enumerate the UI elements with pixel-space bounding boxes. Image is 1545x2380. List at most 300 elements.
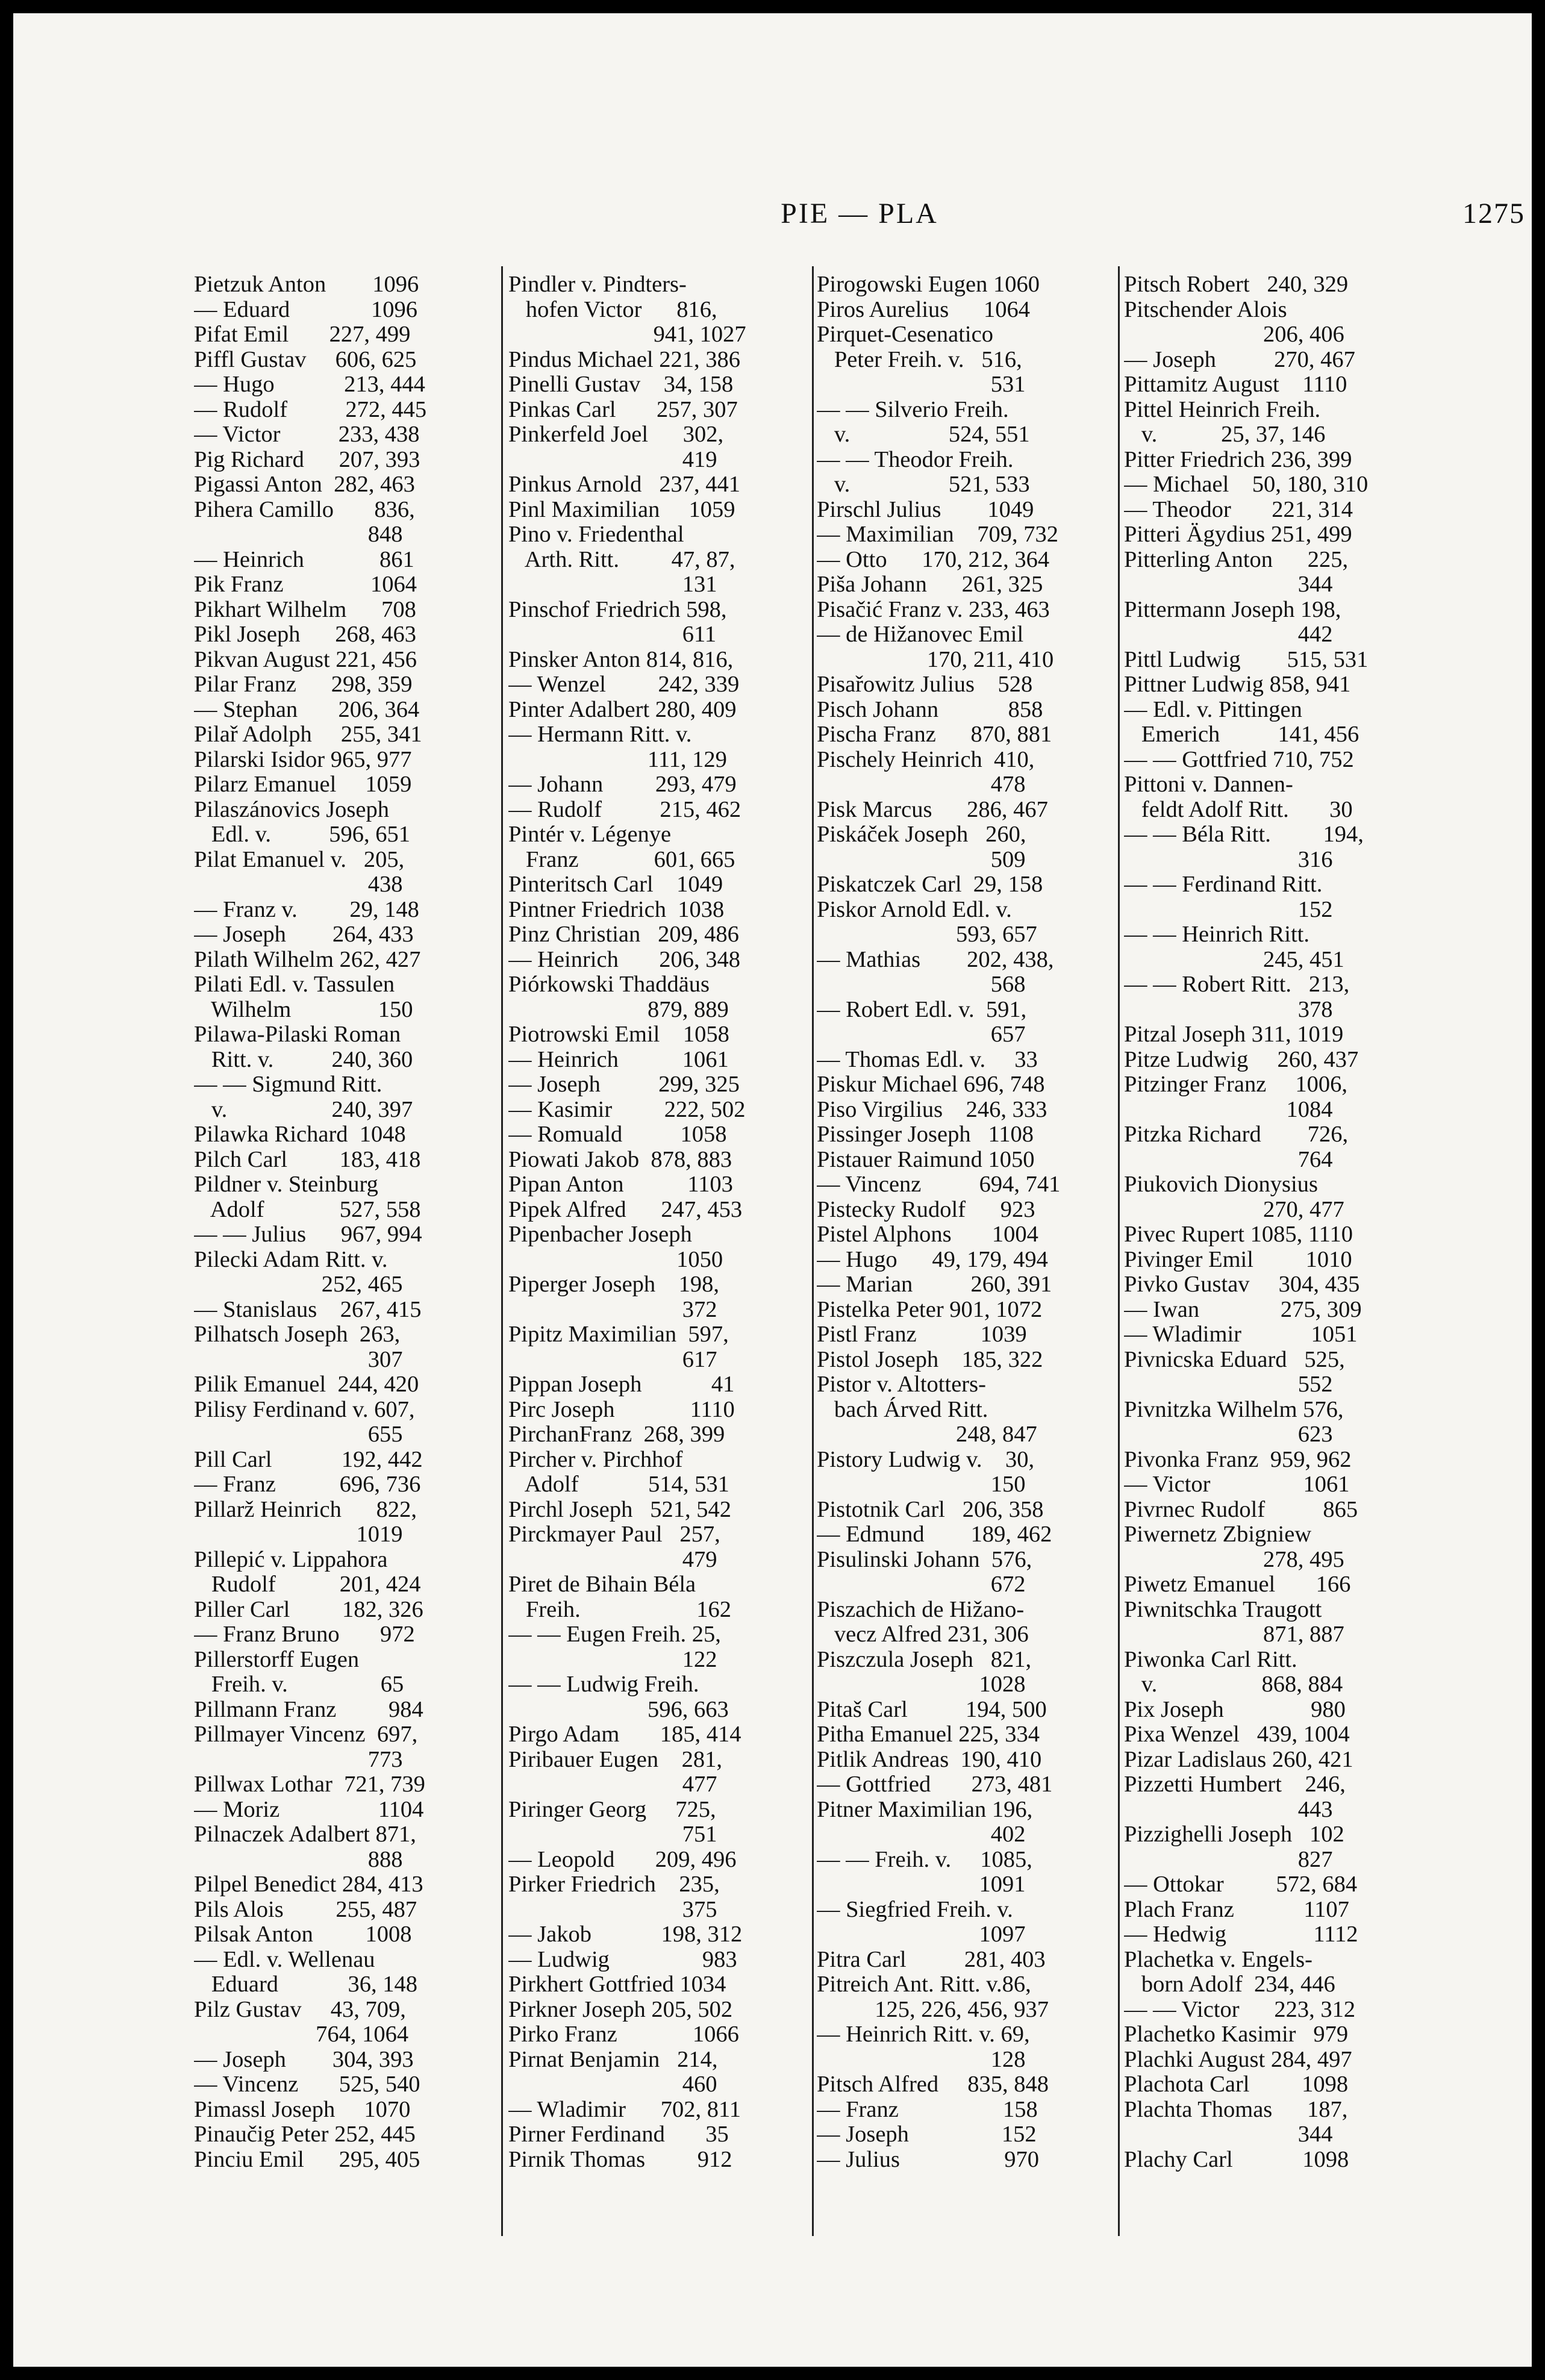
index-entry: Plachta Thomas 187, bbox=[1124, 2096, 1348, 2122]
index-entry: Pirkner Joseph 205, 502 bbox=[508, 1996, 733, 2022]
index-entry: — Iwan 275, 309 bbox=[1124, 1296, 1362, 1322]
index-entry: Pilawka Richard 1048 bbox=[194, 1122, 406, 1147]
index-entry: Pinciu Emil 295, 405 bbox=[194, 2146, 420, 2172]
index-entry: 443 bbox=[1124, 1796, 1333, 1822]
index-entry: — Theodor 221, 314 bbox=[1124, 496, 1353, 522]
index-entry: v. 240, 397 bbox=[194, 1096, 413, 1122]
index-entry: Pirogowski Eugen 1060 bbox=[817, 272, 1040, 297]
index-entry: 623 bbox=[1124, 1422, 1333, 1447]
index-entry: Pitner Maximilian 196, bbox=[817, 1796, 1033, 1822]
index-entry: Pistecky Rudolf 923 bbox=[817, 1196, 1035, 1222]
index-entry: Plachota Carl 1098 bbox=[1124, 2072, 1349, 2097]
page-number: 1275 bbox=[1462, 198, 1525, 230]
index-entry: Emerich 141, 456 bbox=[1124, 722, 1359, 747]
index-entry: Plachki August 284, 497 bbox=[1124, 2046, 1352, 2072]
index-entry: Peter Freih. v. 516, bbox=[817, 346, 1022, 372]
index-entry: Pitze Ludwig 260, 437 bbox=[1124, 1046, 1359, 1072]
index-entry: v. 25, 37, 146 bbox=[1124, 422, 1326, 447]
index-entry: — de Hižanovec Emil bbox=[817, 622, 1024, 647]
index-entry: Piso Virgilius 246, 333 bbox=[817, 1096, 1047, 1122]
index-entry: Pig Richard 207, 393 bbox=[194, 446, 420, 472]
index-entry: Piotrowski Emil 1058 bbox=[508, 1022, 729, 1047]
index-entry: Pischely Heinrich 410, bbox=[817, 746, 1035, 772]
index-entry: Piowati Jakob 878, 883 bbox=[508, 1146, 732, 1172]
index-entry: — — Freih. v. 1085, bbox=[817, 1846, 1032, 1872]
index-entry: 751 bbox=[508, 1822, 717, 1847]
index-entry: 402 bbox=[817, 1822, 1026, 1847]
index-entry: Pivnicska Eduard 525, bbox=[1124, 1346, 1345, 1372]
index-entry: Pindus Michael 221, 386 bbox=[508, 346, 740, 372]
index-entry: Pilati Edl. v. Tassulen bbox=[194, 972, 395, 997]
index-entry: Pircher v. Pirchhof bbox=[508, 1446, 683, 1472]
index-entry: — Hermann Ritt. v. bbox=[508, 722, 692, 747]
index-entry: v. 521, 533 bbox=[817, 472, 1030, 497]
index-entry: Pinter Adalbert 280, 409 bbox=[508, 696, 737, 722]
index-entry: 460 bbox=[508, 2072, 717, 2097]
index-entry: Pigassi Anton 282, 463 bbox=[194, 472, 415, 497]
index-entry: Pipek Alfred 247, 453 bbox=[508, 1196, 743, 1222]
index-entry: 1019 bbox=[194, 1522, 403, 1547]
index-entry: Pivonka Franz 959, 962 bbox=[1124, 1446, 1352, 1472]
index-entry: Pilz Gustav 43, 709, bbox=[194, 1996, 406, 2022]
index-entry: 617 bbox=[508, 1346, 717, 1372]
index-entry: — Hugo 49, 179, 494 bbox=[817, 1246, 1048, 1272]
index-entry: 372 bbox=[508, 1296, 717, 1322]
index-entry: — Heinrich Ritt. v. 69, bbox=[817, 2022, 1030, 2047]
index-entry: Pizzighelli Joseph 102 bbox=[1124, 1822, 1344, 1847]
index-entry: — Ottokar 572, 684 bbox=[1124, 1872, 1358, 1897]
index-entry: — Stanislaus 267, 415 bbox=[194, 1296, 422, 1322]
index-entry: — Wladimir 702, 811 bbox=[508, 2096, 741, 2122]
index-entry: Pissinger Joseph 1108 bbox=[817, 1122, 1034, 1147]
index-entry: Pitsch Robert 240, 329 bbox=[1124, 272, 1349, 297]
index-entry: — Kasimir 222, 502 bbox=[508, 1096, 746, 1122]
index-entry: Piskur Michael 696, 748 bbox=[817, 1072, 1045, 1097]
index-entry: — — Julius 967, 994 bbox=[194, 1222, 422, 1247]
index-entry: 478 bbox=[817, 772, 1026, 797]
index-entry: 657 bbox=[817, 1022, 1026, 1047]
index-entry: Piffl Gustav 606, 625 bbox=[194, 346, 417, 372]
index-entry: Pifat Emil 227, 499 bbox=[194, 322, 411, 347]
index-entry: Pikl Joseph 268, 463 bbox=[194, 622, 416, 647]
index-entry: 122 bbox=[508, 1646, 717, 1672]
index-entry: 316 bbox=[1124, 846, 1333, 872]
index-entry: Pikvan August 221, 456 bbox=[194, 646, 417, 672]
index-entry: Pistel Alphons 1004 bbox=[817, 1222, 1038, 1247]
index-entry: Adolf 527, 558 bbox=[194, 1196, 421, 1222]
index-entry: 568 bbox=[817, 972, 1026, 997]
index-entry: — Michael 50, 180, 310 bbox=[1124, 472, 1369, 497]
index-entry: Plachy Carl 1098 bbox=[1124, 2146, 1349, 2172]
index-entry: Plachetko Kasimir 979 bbox=[1124, 2022, 1349, 2047]
index-column-4 bbox=[1124, 272, 1461, 2236]
index-entry: — Heinrich 206, 348 bbox=[508, 946, 740, 972]
index-entry: — Gottfried 273, 481 bbox=[817, 1772, 1053, 1797]
index-entry: Pinelli Gustav 34, 158 bbox=[508, 372, 734, 397]
index-entry: Pietzuk Anton 1096 bbox=[194, 272, 419, 297]
index-entry: 111, 129 bbox=[508, 746, 727, 772]
index-entry: — — Heinrich Ritt. bbox=[1124, 922, 1309, 947]
index-entry: Pistol Joseph 185, 322 bbox=[817, 1346, 1043, 1372]
index-entry: Pillmayer Vincenz 697, bbox=[194, 1722, 418, 1747]
index-entry: vecz Alfred 231, 306 bbox=[817, 1622, 1029, 1647]
index-entry: born Adolf 234, 446 bbox=[1124, 1972, 1335, 1997]
index-entry: Pillerstorff Eugen bbox=[194, 1646, 360, 1672]
index-entry: — Vincenz 694, 741 bbox=[817, 1172, 1061, 1197]
index-entry: Piret de Bihain Béla bbox=[508, 1572, 696, 1597]
index-entry: Pitterling Anton 225, bbox=[1124, 546, 1349, 572]
index-entry: — — Ferdinand Ritt. bbox=[1124, 872, 1323, 897]
index-entry: 593, 657 bbox=[817, 922, 1037, 947]
index-entry: Pilat Emanuel v. 205, bbox=[194, 846, 405, 872]
index-entry: — Joseph 152 bbox=[817, 2122, 1037, 2147]
index-entry: — — Gottfried 710, 752 bbox=[1124, 746, 1354, 772]
index-entry: — — Robert Ritt. 213, bbox=[1124, 972, 1350, 997]
index-entry: 344 bbox=[1124, 572, 1333, 597]
index-entry: Pihera Camillo 836, bbox=[194, 496, 415, 522]
index-entry: 764, 1064 bbox=[194, 2022, 409, 2047]
index-entry: — Stephan 206, 364 bbox=[194, 696, 420, 722]
index-entry: — — Victor 223, 312 bbox=[1124, 1996, 1356, 2022]
index-entry: 438 bbox=[194, 872, 403, 897]
index-entry: Pizar Ladislaus 260, 421 bbox=[1124, 1746, 1353, 1772]
index-entry: 773 bbox=[194, 1746, 403, 1772]
index-entry: Pitaš Carl 194, 500 bbox=[817, 1696, 1047, 1722]
index-entry: Pisch Johann 858 bbox=[817, 696, 1043, 722]
index-entry: 419 bbox=[508, 446, 717, 472]
index-entry: Piros Aurelius 1064 bbox=[817, 296, 1031, 322]
index-entry: — Wenzel 242, 339 bbox=[508, 672, 740, 697]
index-entry: Piskatczek Carl 29, 158 bbox=[817, 872, 1043, 897]
index-entry: — Heinrich 1061 bbox=[508, 1046, 729, 1072]
index-entry: Rudolf 201, 424 bbox=[194, 1572, 421, 1597]
index-entry: Pippan Joseph 41 bbox=[508, 1372, 735, 1397]
index-entry: Pinschof Friedrich 598, bbox=[508, 596, 727, 622]
index-entry: Piperger Joseph 198, bbox=[508, 1272, 720, 1297]
index-entry: Pitreich Ant. Ritt. v.86, bbox=[817, 1972, 1031, 1997]
index-entry: Pivko Gustav 304, 435 bbox=[1124, 1272, 1360, 1297]
index-entry: 278, 495 bbox=[1124, 1546, 1344, 1572]
index-entry: bach Árved Ritt. bbox=[817, 1396, 988, 1422]
index-entry: Piwonka Carl Ritt. bbox=[1124, 1646, 1297, 1672]
index-entry: Pillepić v. Lippahora bbox=[194, 1546, 388, 1572]
index-entry: — Hedwig 1112 bbox=[1124, 1922, 1358, 1947]
index-entry: Pinkerfeld Joel 302, bbox=[508, 422, 724, 447]
index-entry: Pils Alois 255, 487 bbox=[194, 1896, 417, 1922]
page-header bbox=[194, 197, 1525, 245]
index-entry: 888 bbox=[194, 1846, 403, 1872]
index-entry: Pirnik Thomas 912 bbox=[508, 2146, 732, 2172]
index-entry: Pitzinger Franz 1006, bbox=[1124, 1072, 1348, 1097]
index-entry: 479 bbox=[508, 1546, 717, 1572]
index-entry: Pilpel Benedict 284, 413 bbox=[194, 1872, 423, 1897]
index-entry: — Jakob 198, 312 bbox=[508, 1922, 743, 1947]
index-entry: Pilsak Anton 1008 bbox=[194, 1922, 412, 1947]
index-entry: Pisk Marcus 286, 467 bbox=[817, 796, 1048, 822]
index-entry: — Maximilian 709, 732 bbox=[817, 522, 1059, 547]
index-entry: 270, 477 bbox=[1124, 1196, 1344, 1222]
index-entry: Pistelka Peter 901, 1072 bbox=[817, 1296, 1043, 1322]
index-entry: — Franz 696, 736 bbox=[194, 1472, 421, 1497]
index-entry: — — Silverio Freih. bbox=[817, 396, 1009, 422]
index-entry: — Joseph 299, 325 bbox=[508, 1072, 740, 1097]
index-entry: Pitlik Andreas 190, 410 bbox=[817, 1746, 1042, 1772]
index-entry: Pittel Heinrich Freih. bbox=[1124, 396, 1321, 422]
index-entry: Pildner v. Steinburg bbox=[194, 1172, 378, 1197]
index-entry: Pirner Ferdinand 35 bbox=[508, 2122, 729, 2147]
index-entry: 1091 bbox=[817, 1872, 1026, 1897]
index-entry: — Siegfried Freih. v. bbox=[817, 1896, 1013, 1922]
index-entry: Pittner Ludwig 858, 941 bbox=[1124, 672, 1351, 697]
index-entry: Pilnaczek Adalbert 871, bbox=[194, 1822, 416, 1847]
index-entry: Pinz Christian 209, 486 bbox=[508, 922, 739, 947]
index-entry: Piskor Arnold Edl. v. bbox=[817, 896, 1012, 922]
index-entry: Pilarz Emanuel 1059 bbox=[194, 772, 412, 797]
index-entry: 442 bbox=[1124, 622, 1333, 647]
index-entry: Pirgo Adam 185, 414 bbox=[508, 1722, 741, 1747]
index-entry: Pinaučig Peter 252, 445 bbox=[194, 2122, 416, 2147]
index-entry: 245, 451 bbox=[1124, 946, 1344, 972]
index-entry: — Franz 158 bbox=[817, 2096, 1038, 2122]
index-entry: Pittermann Joseph 198, bbox=[1124, 596, 1341, 622]
index-entry: 477 bbox=[508, 1772, 717, 1797]
index-entry: 509 bbox=[817, 846, 1026, 872]
index-entry: Pilar Franz 298, 359 bbox=[194, 672, 413, 697]
index-entry: Pitschender Alois bbox=[1124, 296, 1287, 322]
index-entry: Pirko Franz 1066 bbox=[508, 2022, 739, 2047]
index-entry: Piórkowski Thaddäus bbox=[508, 972, 710, 997]
index-entry: Pix Joseph 980 bbox=[1124, 1696, 1346, 1722]
index-entry: Ritt. v. 240, 360 bbox=[194, 1046, 413, 1072]
index-entry: Adolf 514, 531 bbox=[508, 1472, 729, 1497]
index-entry: Piukovich Dionysius bbox=[1124, 1172, 1318, 1197]
index-entry: Pilisy Ferdinand v. 607, bbox=[194, 1396, 415, 1422]
index-entry: Pirschl Julius 1049 bbox=[817, 496, 1034, 522]
index-entry: Pisařowitz Julius 528 bbox=[817, 672, 1033, 697]
index-entry: Pilarski Isidor 965, 977 bbox=[194, 746, 412, 772]
column-rule bbox=[501, 266, 503, 2236]
index-entry: — Rudolf 272, 445 bbox=[194, 396, 427, 422]
index-entry: Pitteri Ägydius 251, 499 bbox=[1124, 522, 1352, 547]
index-entry: 848 bbox=[194, 522, 403, 547]
index-entry: 611 bbox=[508, 622, 717, 647]
index-entry: — Otto 170, 212, 364 bbox=[817, 546, 1050, 572]
index-entry: Pipenbacher Joseph bbox=[508, 1222, 692, 1247]
index-entry: Pik Franz 1064 bbox=[194, 572, 417, 597]
index-entry: — Mathias 202, 438, bbox=[817, 946, 1054, 972]
index-entry: Piwnitschka Traugott bbox=[1124, 1596, 1322, 1622]
index-entry: 170, 211, 410 bbox=[817, 646, 1054, 672]
index-column-3 bbox=[817, 272, 1112, 2236]
index-entry: — Romuald 1058 bbox=[508, 1122, 727, 1147]
page bbox=[13, 13, 1532, 2367]
index-entry: Pivrnec Rudolf 865 bbox=[1124, 1496, 1358, 1522]
index-entry: 152 bbox=[1124, 896, 1333, 922]
index-entry: Pischa Franz 870, 881 bbox=[817, 722, 1052, 747]
index-entry: Pirchl Joseph 521, 542 bbox=[508, 1496, 732, 1522]
index-entry: — Robert Edl. v. 591, bbox=[817, 996, 1027, 1022]
index-entry: — — Ludwig Freih. bbox=[508, 1672, 699, 1697]
index-entry: Pintner Friedrich 1038 bbox=[508, 896, 725, 922]
index-entry: Pinsker Anton 814, 816, bbox=[508, 646, 734, 672]
index-entry: 871, 887 bbox=[1124, 1622, 1344, 1647]
index-entry: Pilecki Adam Ritt. v. bbox=[194, 1246, 388, 1272]
index-entry: 879, 889 bbox=[508, 996, 729, 1022]
index-entry: 827 bbox=[1124, 1846, 1333, 1872]
index-entry: — Vincenz 525, 540 bbox=[194, 2072, 420, 2097]
index-entry: 375 bbox=[508, 1896, 717, 1922]
column-rule bbox=[1118, 266, 1120, 2236]
index-entry: — Moriz 1104 bbox=[194, 1796, 424, 1822]
index-entry: — Julius 970 bbox=[817, 2146, 1039, 2172]
index-entry: Pirker Friedrich 235, bbox=[508, 1872, 720, 1897]
index-entry: 128 bbox=[817, 2046, 1026, 2072]
index-entry: Pirquet-Cesenatico bbox=[817, 322, 993, 347]
index-entry: Pitter Friedrich 236, 399 bbox=[1124, 446, 1352, 472]
index-entry: — Joseph 264, 433 bbox=[194, 922, 414, 947]
index-entry: Pivec Rupert 1085, 1110 bbox=[1124, 1222, 1353, 1247]
index-entry: Pittamitz August 1110 bbox=[1124, 372, 1347, 397]
index-entry: Pizzetti Humbert 246, bbox=[1124, 1772, 1346, 1797]
index-entry: 248, 847 bbox=[817, 1422, 1037, 1447]
index-entry: Piribauer Eugen 281, bbox=[508, 1746, 722, 1772]
index-entry: Pindler v. Pindters- bbox=[508, 272, 687, 297]
index-entry: Pittl Ludwig 515, 531 bbox=[1124, 646, 1369, 672]
index-entry: — — Sigmund Ritt. bbox=[194, 1072, 382, 1097]
index-entry: Piringer Georg 725, bbox=[508, 1796, 716, 1822]
index-entry: 764 bbox=[1124, 1146, 1333, 1172]
index-entry: — — Eugen Freih. 25, bbox=[508, 1622, 721, 1647]
index-entry: Piwetz Emanuel 166 bbox=[1124, 1572, 1351, 1597]
index-entry: Pitra Carl 281, 403 bbox=[817, 1946, 1046, 1972]
index-entry: PirchanFranz 268, 399 bbox=[508, 1422, 725, 1447]
index-entry: Plachetka v. Engels- bbox=[1124, 1946, 1312, 1972]
index-entry: Piller Carl 182, 326 bbox=[194, 1596, 423, 1622]
index-entry: v. 524, 551 bbox=[817, 422, 1030, 447]
index-entry: — Edl. v. Wellenau bbox=[194, 1946, 375, 1972]
index-entry: — Franz Bruno 972 bbox=[194, 1622, 415, 1647]
index-entry: Pillarž Heinrich 822, bbox=[194, 1496, 417, 1522]
index-entry: Arth. Ritt. 47, 87, bbox=[508, 546, 735, 572]
index-entry: Pinkus Arnold 237, 441 bbox=[508, 472, 741, 497]
index-entry: Pitha Emanuel 225, 334 bbox=[817, 1722, 1040, 1747]
index-entry: — Heinrich 861 bbox=[194, 546, 414, 572]
index-entry: 206, 406 bbox=[1124, 322, 1344, 347]
index-entry: Pinkas Carl 257, 307 bbox=[508, 396, 738, 422]
index-entry: Pino v. Friedenthal bbox=[508, 522, 684, 547]
index-entry: 1084 bbox=[1124, 1096, 1333, 1122]
index-entry: — Johann 293, 479 bbox=[508, 772, 737, 797]
index-entry: — — Béla Ritt. 194, bbox=[1124, 822, 1364, 847]
index-entry: 941, 1027 bbox=[508, 322, 746, 347]
index-entry: Pilawa-Pilaski Roman bbox=[194, 1022, 401, 1047]
index-entry: Pistl Franz 1039 bbox=[817, 1322, 1027, 1347]
index-entry: Pillmann Franz 984 bbox=[194, 1696, 423, 1722]
index-entry: 672 bbox=[817, 1572, 1026, 1597]
index-entry: Pirc Joseph 1110 bbox=[508, 1396, 735, 1422]
index-entry: — Joseph 270, 467 bbox=[1124, 346, 1355, 372]
index-entry: v. 868, 884 bbox=[1124, 1672, 1343, 1697]
index-entry: feldt Adolf Ritt. 30 bbox=[1124, 796, 1353, 822]
index-entry: Eduard 36, 148 bbox=[194, 1972, 418, 1997]
index-entry: — Victor 1061 bbox=[1124, 1472, 1350, 1497]
index-entry: Pisačić Franz v. 233, 463 bbox=[817, 596, 1050, 622]
running-head: PIE — PLA bbox=[781, 198, 938, 230]
index-entry: — Victor 233, 438 bbox=[194, 422, 420, 447]
column-rule bbox=[812, 266, 814, 2236]
index-entry: Pivinger Emil 1010 bbox=[1124, 1246, 1352, 1272]
index-entry: 252, 465 bbox=[194, 1272, 403, 1297]
index-entry: — Edl. v. Pittingen bbox=[1124, 696, 1302, 722]
index-entry: 1028 bbox=[817, 1672, 1026, 1697]
index-entry: Pirkhert Gottfried 1034 bbox=[508, 1972, 726, 1997]
index-entry: Pintér v. Légenye bbox=[508, 822, 672, 847]
index-entry: Pilař Adolph 255, 341 bbox=[194, 722, 422, 747]
index-entry: 125, 226, 456, 937 bbox=[817, 1996, 1049, 2022]
index-entry: Pistotnik Carl 206, 358 bbox=[817, 1496, 1044, 1522]
index-entry: — — Theodor Freih. bbox=[817, 446, 1014, 472]
index-entry: Franz 601, 665 bbox=[508, 846, 735, 872]
index-entry: 150 bbox=[817, 1472, 1026, 1497]
index-entry: Freih. v. 65 bbox=[194, 1672, 404, 1697]
index-entry: hofen Victor 816, bbox=[508, 296, 717, 322]
index-entry: Pistauer Raimund 1050 bbox=[817, 1146, 1035, 1172]
index-entry: 378 bbox=[1124, 996, 1333, 1022]
index-entry: Piša Johann 261, 325 bbox=[817, 572, 1043, 597]
index-entry: Piskáček Joseph 260, bbox=[817, 822, 1026, 847]
index-entry: Pitzal Joseph 311, 1019 bbox=[1124, 1022, 1344, 1047]
index-entry: Plach Franz 1107 bbox=[1124, 1896, 1349, 1922]
index-entry: Pipan Anton 1103 bbox=[508, 1172, 733, 1197]
index-column-1 bbox=[194, 272, 496, 2236]
index-entry: Pistor v. Altotters- bbox=[817, 1372, 986, 1397]
index-entry: Pitsch Alfred 835, 848 bbox=[817, 2072, 1049, 2097]
index-entry: Pipitz Maximilian 597, bbox=[508, 1322, 729, 1347]
index-entry: — Franz v. 29, 148 bbox=[194, 896, 419, 922]
index-entry: — Rudolf 215, 462 bbox=[508, 796, 741, 822]
index-entry: Piszachich de Hižano- bbox=[817, 1596, 1025, 1622]
index-entry: — Marian 260, 391 bbox=[817, 1272, 1052, 1297]
index-entry: Pixa Wenzel 439, 1004 bbox=[1124, 1722, 1350, 1747]
index-entry: Freih. 162 bbox=[508, 1596, 732, 1622]
index-entry: — Thomas Edl. v. 33 bbox=[817, 1046, 1038, 1072]
index-entry: 307 bbox=[194, 1346, 403, 1372]
index-column-2 bbox=[508, 272, 807, 2236]
index-entry: 131 bbox=[508, 572, 717, 597]
index-entry: — Hugo 213, 444 bbox=[194, 372, 425, 397]
index-entry: 655 bbox=[194, 1422, 403, 1447]
index-entry: Pilik Emanuel 244, 420 bbox=[194, 1372, 419, 1397]
index-entry: Pittoni v. Dannen- bbox=[1124, 772, 1293, 797]
index-entry: Edl. v. 596, 651 bbox=[194, 822, 410, 847]
index-entry: — Wladimir 1051 bbox=[1124, 1322, 1358, 1347]
index-entry: 596, 663 bbox=[508, 1696, 729, 1722]
index-entry: Pilch Carl 183, 418 bbox=[194, 1146, 421, 1172]
index-entry: — Edmund 189, 462 bbox=[817, 1522, 1052, 1547]
index-entry: 552 bbox=[1124, 1372, 1333, 1397]
index-entry: Piwernetz Zbigniew bbox=[1124, 1522, 1312, 1547]
index-entry: Pilath Wilhelm 262, 427 bbox=[194, 946, 421, 972]
index-entry: Pinteritsch Carl 1049 bbox=[508, 872, 723, 897]
index-entry: Pill Carl 192, 442 bbox=[194, 1446, 423, 1472]
index-entry: Pikhart Wilhelm 708 bbox=[194, 596, 416, 622]
index-entry: — Leopold 209, 496 bbox=[508, 1846, 737, 1872]
index-entry: Pistory Ludwig v. 30, bbox=[817, 1446, 1035, 1472]
index-entry: Pirnat Benjamin 214, bbox=[508, 2046, 718, 2072]
index-entry: Pilaszánovics Joseph bbox=[194, 796, 389, 822]
index-entry: Pirckmayer Paul 257, bbox=[508, 1522, 720, 1547]
index-entry: 531 bbox=[817, 372, 1026, 397]
